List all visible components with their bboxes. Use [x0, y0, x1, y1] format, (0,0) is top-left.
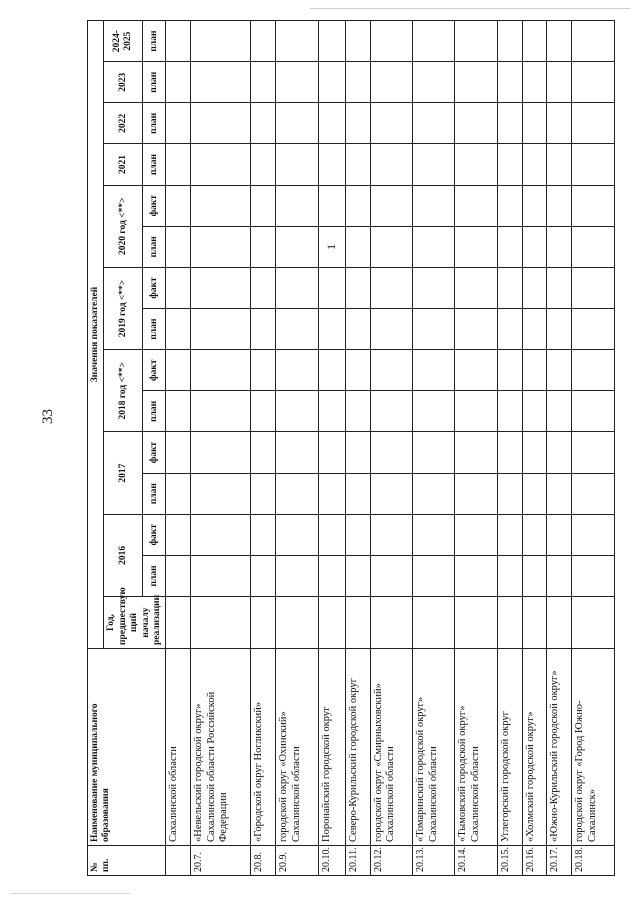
value-cell — [251, 226, 276, 267]
value-cell — [276, 226, 318, 267]
table-row — [191, 21, 251, 876]
value-cell — [413, 350, 455, 391]
value-cell — [251, 103, 276, 144]
table-row — [251, 21, 276, 876]
header-sub-план: план — [143, 103, 166, 144]
value-cell — [276, 62, 318, 103]
value-cell — [166, 350, 191, 391]
value-cell — [251, 309, 276, 350]
value-cell — [522, 391, 547, 432]
cell-base-year — [413, 597, 455, 649]
cell-base-year — [345, 597, 370, 649]
value-cell — [572, 185, 615, 226]
table-row — [370, 21, 412, 876]
row-municipality-name: Северо-Курильский городской округ — [345, 649, 370, 846]
value-cell — [370, 555, 412, 596]
value-cell — [345, 185, 370, 226]
value-cell — [251, 432, 276, 473]
value-cell — [345, 21, 370, 62]
table-row — [497, 21, 522, 876]
value-cell — [522, 62, 547, 103]
value-cell — [276, 432, 318, 473]
row-municipality-name: «Невельский городской округ» Сахалинской области Российской Федерации — [191, 649, 251, 846]
value-cell — [547, 144, 572, 185]
value-cell — [413, 185, 455, 226]
table-row — [276, 21, 318, 876]
value-cell — [572, 350, 615, 391]
value-cell — [413, 226, 455, 267]
value-cell — [191, 267, 251, 308]
value-cell — [318, 267, 345, 308]
header-values-group: Значения показателей — [88, 21, 104, 649]
header-sub-факт: факт — [143, 267, 166, 308]
value-cell — [370, 309, 412, 350]
value-cell — [547, 432, 572, 473]
value-cell — [166, 555, 191, 596]
cell-base-year — [455, 597, 497, 649]
row-municipality-name: Углегорский городской округ — [497, 649, 522, 846]
table-row — [572, 21, 615, 876]
value-cell — [547, 62, 572, 103]
value-cell — [547, 103, 572, 144]
value-cell — [572, 62, 615, 103]
value-cell — [345, 555, 370, 596]
value-cell — [522, 21, 547, 62]
header-sub-план: план — [143, 62, 166, 103]
row-number: 20.12. — [370, 846, 412, 876]
header-sub-факт: факт — [143, 432, 166, 473]
value-cell — [191, 350, 251, 391]
value-cell — [547, 267, 572, 308]
cell-base-year — [522, 597, 547, 649]
value-cell — [522, 185, 547, 226]
row-number: 20.11. — [345, 846, 370, 876]
header-year: 2017 — [104, 432, 143, 514]
value-cell — [345, 103, 370, 144]
value-cell — [455, 21, 497, 62]
row-number: 20.18. — [572, 846, 615, 876]
value-cell — [318, 62, 345, 103]
value-cell — [413, 514, 455, 555]
value-cell — [455, 267, 497, 308]
value-cell — [318, 391, 345, 432]
value-cell — [251, 21, 276, 62]
row-number: 20.14. — [455, 846, 497, 876]
scan-artifact-bottom — [10, 893, 130, 894]
row-number: 20.10. — [318, 846, 345, 876]
table-row — [318, 21, 345, 876]
value-cell — [572, 267, 615, 308]
rotated-table-container — [87, 21, 597, 876]
header-year: 2021 — [104, 144, 143, 185]
cell-base-year — [572, 597, 615, 649]
scan-artifact-top — [310, 8, 630, 9]
value-cell — [572, 432, 615, 473]
header-sub-план: план — [143, 473, 166, 514]
value-cell — [345, 350, 370, 391]
value-cell — [413, 555, 455, 596]
value-cell — [251, 555, 276, 596]
value-cell — [413, 309, 455, 350]
value-cell — [191, 555, 251, 596]
value-cell — [522, 267, 547, 308]
value-cell — [497, 391, 522, 432]
value-cell — [370, 350, 412, 391]
value-cell — [497, 185, 522, 226]
value-cell — [318, 473, 345, 514]
value-cell — [497, 21, 522, 62]
value-cell — [345, 309, 370, 350]
row-number: 20.8. — [251, 846, 276, 876]
value-cell — [251, 62, 276, 103]
value-cell — [276, 514, 318, 555]
row-municipality-name: городской округ «Смирныховский» Сахалинской области — [370, 649, 412, 846]
value-cell — [497, 350, 522, 391]
value-cell — [345, 144, 370, 185]
value-cell — [497, 432, 522, 473]
table-row — [166, 21, 191, 876]
value-cell — [166, 432, 191, 473]
value-cell — [345, 391, 370, 432]
table-row — [455, 21, 497, 876]
row-municipality-name: «Городской округ Ногликский» — [251, 649, 276, 846]
value-cell — [497, 555, 522, 596]
value-cell — [547, 185, 572, 226]
row-municipality-name: «Южно-Курильский городской округ» — [547, 649, 572, 846]
value-cell — [572, 103, 615, 144]
header-year: 2019 год <**> — [104, 267, 143, 349]
value-cell — [572, 391, 615, 432]
value-cell — [191, 514, 251, 555]
value-cell: 1 — [318, 226, 345, 267]
value-cell — [318, 144, 345, 185]
value-cell — [497, 309, 522, 350]
value-cell — [547, 391, 572, 432]
value-cell — [370, 185, 412, 226]
value-cell — [522, 103, 547, 144]
value-cell — [166, 144, 191, 185]
row-municipality-name: «Томаринский городской округ» Сахалинской области — [413, 649, 455, 846]
row-municipality-name: «Холмский городской округ» — [522, 649, 547, 846]
value-cell — [166, 62, 191, 103]
value-cell — [547, 21, 572, 62]
header-year: 2024-2025 — [104, 21, 143, 62]
value-cell — [318, 309, 345, 350]
value-cell — [413, 267, 455, 308]
value-cell — [547, 350, 572, 391]
row-number: 20.16. — [522, 846, 547, 876]
header-year: 2018 год <**> — [104, 350, 143, 432]
cell-base-year — [318, 597, 345, 649]
row-municipality-name: «Тымовский городской округ» Сахалинской области — [455, 649, 497, 846]
value-cell — [413, 432, 455, 473]
value-cell — [191, 391, 251, 432]
value-cell — [251, 514, 276, 555]
value-cell — [276, 309, 318, 350]
value-cell — [191, 144, 251, 185]
value-cell — [455, 103, 497, 144]
value-cell — [413, 21, 455, 62]
value-cell — [522, 309, 547, 350]
value-cell — [455, 309, 497, 350]
value-cell — [276, 391, 318, 432]
value-cell — [191, 309, 251, 350]
header-sub-план: план — [143, 555, 166, 596]
value-cell — [370, 267, 412, 308]
value-cell — [191, 103, 251, 144]
value-cell — [370, 514, 412, 555]
value-cell — [191, 473, 251, 514]
value-cell — [497, 62, 522, 103]
value-cell — [370, 391, 412, 432]
value-cell — [345, 267, 370, 308]
header-year: 2022 — [104, 103, 143, 144]
value-cell — [522, 144, 547, 185]
header-sub-план: план — [143, 144, 166, 185]
value-cell — [572, 514, 615, 555]
value-cell — [522, 555, 547, 596]
value-cell — [191, 21, 251, 62]
value-cell — [251, 473, 276, 514]
value-cell — [413, 144, 455, 185]
table-row — [547, 21, 572, 876]
cell-base-year — [370, 597, 412, 649]
value-cell — [251, 185, 276, 226]
header-num: № пп. — [88, 846, 166, 876]
value-cell — [497, 473, 522, 514]
value-cell — [413, 62, 455, 103]
value-cell — [166, 473, 191, 514]
value-cell — [166, 226, 191, 267]
value-cell — [572, 21, 615, 62]
value-cell — [455, 391, 497, 432]
value-cell — [166, 103, 191, 144]
value-cell — [166, 267, 191, 308]
value-cell — [318, 21, 345, 62]
row-municipality-name: городской округ «Город Южно-Сахалинск» — [572, 649, 615, 846]
header-sub-факт: факт — [143, 185, 166, 226]
value-cell — [345, 62, 370, 103]
row-municipality-name: Поронайский городской округ — [318, 649, 345, 846]
value-cell — [370, 103, 412, 144]
header-sub-план: план — [143, 309, 166, 350]
value-cell — [497, 267, 522, 308]
value-cell — [572, 144, 615, 185]
cell-base-year — [547, 597, 572, 649]
value-cell — [522, 473, 547, 514]
value-cell — [276, 555, 318, 596]
row-number — [166, 846, 191, 876]
value-cell — [370, 144, 412, 185]
value-cell — [572, 555, 615, 596]
header-sub-факт: факт — [143, 514, 166, 555]
header-year: 2023 — [104, 62, 143, 103]
value-cell — [455, 226, 497, 267]
value-cell — [547, 555, 572, 596]
value-cell — [455, 144, 497, 185]
value-cell — [318, 350, 345, 391]
value-cell — [455, 432, 497, 473]
header-sub-план: план — [143, 21, 166, 62]
header-year: 2020 год <**> — [104, 185, 143, 267]
value-cell — [547, 473, 572, 514]
value-cell — [497, 226, 522, 267]
value-cell — [547, 514, 572, 555]
value-cell — [413, 103, 455, 144]
header-row-1 — [88, 21, 104, 876]
value-cell — [166, 391, 191, 432]
value-cell — [318, 514, 345, 555]
value-cell — [251, 350, 276, 391]
header-name: Наименование муниципального образования — [88, 649, 166, 846]
value-cell — [455, 350, 497, 391]
row-number: 20.13. — [413, 846, 455, 876]
value-cell — [166, 21, 191, 62]
value-cell — [251, 391, 276, 432]
value-cell — [522, 514, 547, 555]
value-cell — [370, 226, 412, 267]
value-cell — [318, 103, 345, 144]
value-cell — [191, 226, 251, 267]
header-sub-план: план — [143, 226, 166, 267]
row-municipality-name: Сахалинской области — [166, 649, 191, 846]
value-cell — [497, 103, 522, 144]
row-number: 20.17. — [547, 846, 572, 876]
value-cell — [191, 432, 251, 473]
value-cell — [522, 432, 547, 473]
value-cell — [370, 432, 412, 473]
value-cell — [455, 62, 497, 103]
row-number: 20.15. — [497, 846, 522, 876]
value-cell — [345, 473, 370, 514]
value-cell — [522, 226, 547, 267]
value-cell — [497, 144, 522, 185]
value-cell — [370, 473, 412, 514]
value-cell — [345, 226, 370, 267]
value-cell — [345, 514, 370, 555]
page-number: 33 — [40, 409, 56, 424]
indicators-table — [87, 20, 615, 876]
value-cell — [455, 514, 497, 555]
value-cell — [166, 185, 191, 226]
table-row — [522, 21, 547, 876]
value-cell — [276, 473, 318, 514]
table-row — [413, 21, 455, 876]
cell-base-year — [251, 597, 276, 649]
value-cell — [572, 473, 615, 514]
value-cell — [345, 432, 370, 473]
cell-base-year — [166, 597, 191, 649]
table-row — [345, 21, 370, 876]
value-cell — [572, 309, 615, 350]
value-cell — [251, 144, 276, 185]
value-cell — [413, 473, 455, 514]
value-cell — [318, 185, 345, 226]
value-cell — [522, 350, 547, 391]
value-cell — [276, 185, 318, 226]
value-cell — [370, 62, 412, 103]
header-sub-факт: факт — [143, 350, 166, 391]
value-cell — [455, 473, 497, 514]
header-year: 2016 — [104, 514, 143, 596]
header-sub-план: план — [143, 391, 166, 432]
value-cell — [572, 226, 615, 267]
value-cell — [547, 309, 572, 350]
value-cell — [276, 103, 318, 144]
value-cell — [276, 350, 318, 391]
value-cell — [455, 185, 497, 226]
value-cell — [251, 267, 276, 308]
value-cell — [318, 555, 345, 596]
cell-base-year — [497, 597, 522, 649]
value-cell — [166, 514, 191, 555]
row-municipality-name: городской округ «Охинский» Сахалинской области — [276, 649, 318, 846]
value-cell — [413, 391, 455, 432]
header-base-year: Год, предшествую щий началу реализации — [104, 597, 166, 649]
value-cell — [370, 21, 412, 62]
cell-base-year — [191, 597, 251, 649]
row-number: 20.7. — [191, 846, 251, 876]
value-cell — [276, 144, 318, 185]
value-cell — [455, 555, 497, 596]
cell-base-year — [276, 597, 318, 649]
value-cell — [276, 267, 318, 308]
value-cell — [191, 185, 251, 226]
row-number: 20.9. — [276, 846, 318, 876]
value-cell — [497, 514, 522, 555]
value-cell — [191, 62, 251, 103]
value-cell — [318, 432, 345, 473]
value-cell — [276, 21, 318, 62]
value-cell — [166, 309, 191, 350]
value-cell — [547, 226, 572, 267]
